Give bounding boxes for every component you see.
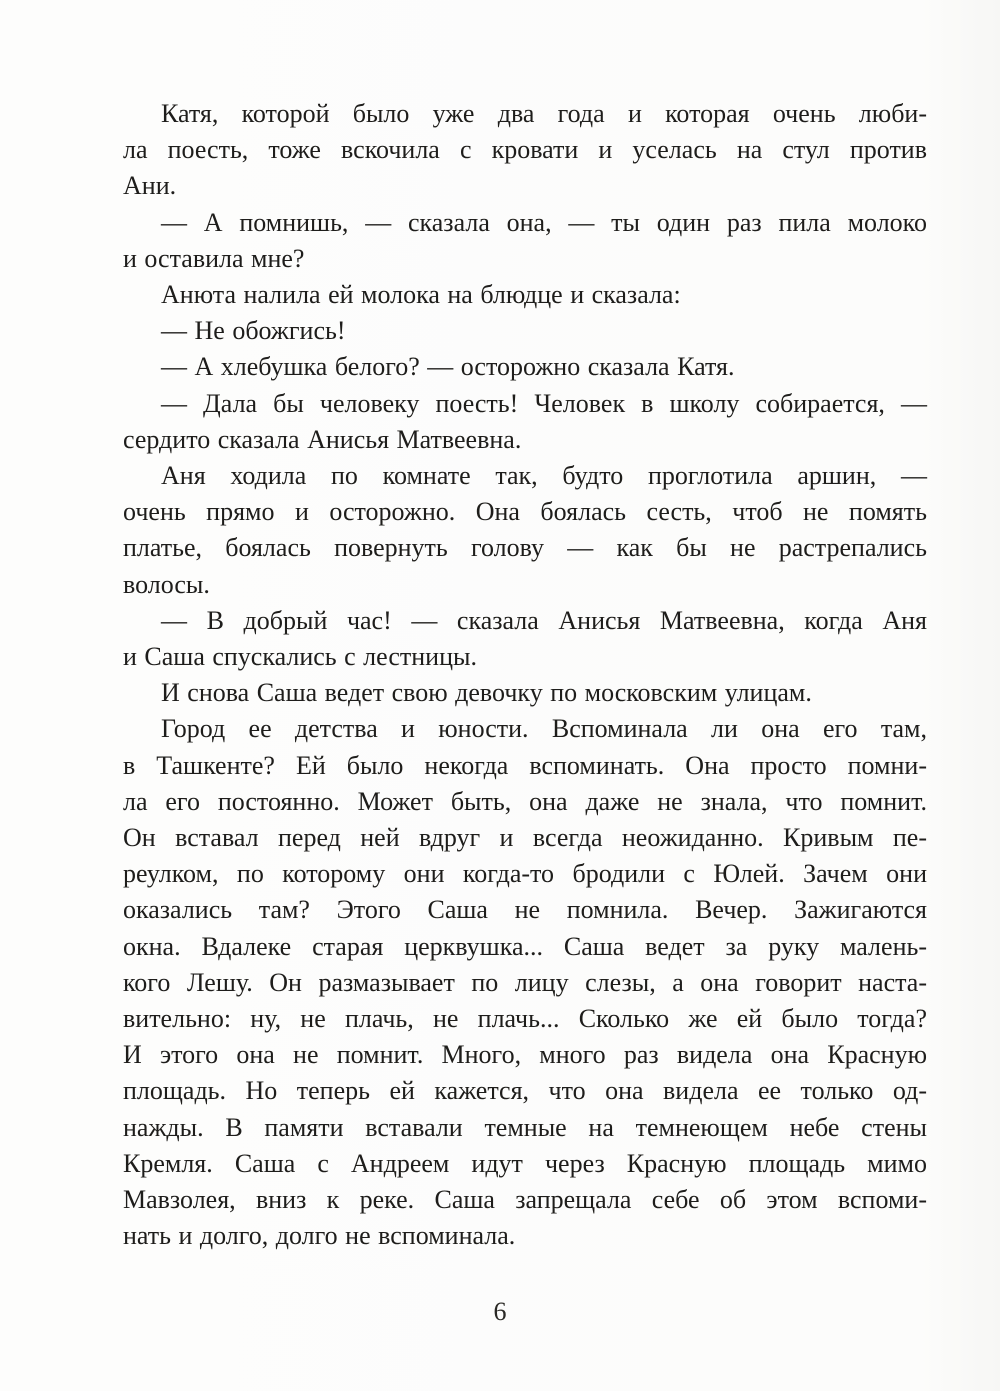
text-line: — Дала бы человеку поесть! Человек в школу собирается, — [161,388,927,418]
text-line: — А хлебушка белого? — осторожно сказала Катя. [161,352,735,382]
text-line: Мавзолея, вниз к реке. Саша запрещала себе об этом вспоми- [123,1185,927,1215]
text-line: — В добрый час! — сказала Анисья Матвеевна, когда Аня [161,605,927,635]
text-line: — Не обожгись! [161,316,346,346]
text-line: в Ташкенте? Ей было некогда вспоминать. Она просто помни- [123,750,927,780]
text-line: очень прямо и осторожно. Она боялась сесть, чтоб не помять [123,497,927,527]
page-number: 6 [493,1297,507,1326]
text-line: реулком, по которому они когда-то бродили с Юлей. Зачем они [123,859,927,889]
text-line: И этого она не помнит. Много, много раз видела она Красную [123,1040,927,1070]
paragraph [123,458,927,603]
paragraph [123,603,927,675]
text-line: Аня ходила по комнате так, будто проглотила аршин, — [161,461,927,491]
text-line: волосы. [123,569,210,599]
text-line: Он вставал перед ней вдруг и всегда неожиданно. Кривым пе- [123,823,927,853]
paragraph [123,96,927,205]
text-line: платье, боялась повернуть голову — как бы не растрепались [123,533,927,563]
text-line: сердито сказала Анисья Матвеевна. [123,424,522,454]
text-line: и оставила мне? [123,243,305,273]
text-line: Кремля. Саша с Андреем идут через Красную площадь мимо [123,1148,927,1178]
text-line: ла поесть, тоже вскочила с кровати и уселась на стул против [123,135,927,165]
text-line: Анюта налила ей молока на блюдце и сказала: [161,280,681,310]
text-line: ла его постоянно. Может быть, она даже не знала, что помнит. [123,786,927,816]
text-line: нать и долго, долго не вспоминала. [123,1221,516,1251]
paragraph [123,205,927,277]
text-line: нажды. В памяти вставали темные на темнеющем небе стены [123,1112,927,1142]
paragraph [123,675,927,711]
text-line: и Саша спускались с лестницы. [123,642,477,672]
paragraph [123,386,927,458]
paragraph [123,313,927,349]
text-line: окна. Вдалеке старая церквушка... Саша ведет за руку малень- [123,931,927,961]
text-line: И снова Саша ведет свою девочку по московским улицам. [161,678,812,708]
text-line: Город ее детства и юности. Вспоминала ли она его там, [161,714,927,744]
text-line: вительно: ну, не плачь, не плачь... Сколько же ей было тогда? [123,1004,927,1034]
text-line: кого Лешу. Он размазывает по лицу слезы, а она говорит наста- [123,967,927,997]
text-line: Ани. [123,171,177,201]
paragraph [123,711,927,1254]
paragraph [123,277,927,313]
text-line: площадь. Но теперь ей кажется, что она видела ее только од- [123,1076,927,1106]
text-line: — А помнишь, — сказала она, — ты один раз пила молоко [161,207,927,237]
text-block [123,96,927,1255]
text-line: Катя, которой было уже два года и которая очень люби- [161,99,927,128]
paragraph [123,349,927,385]
text-line: оказались там? Этого Саша не помнила. Вечер. Зажигаются [123,895,927,925]
